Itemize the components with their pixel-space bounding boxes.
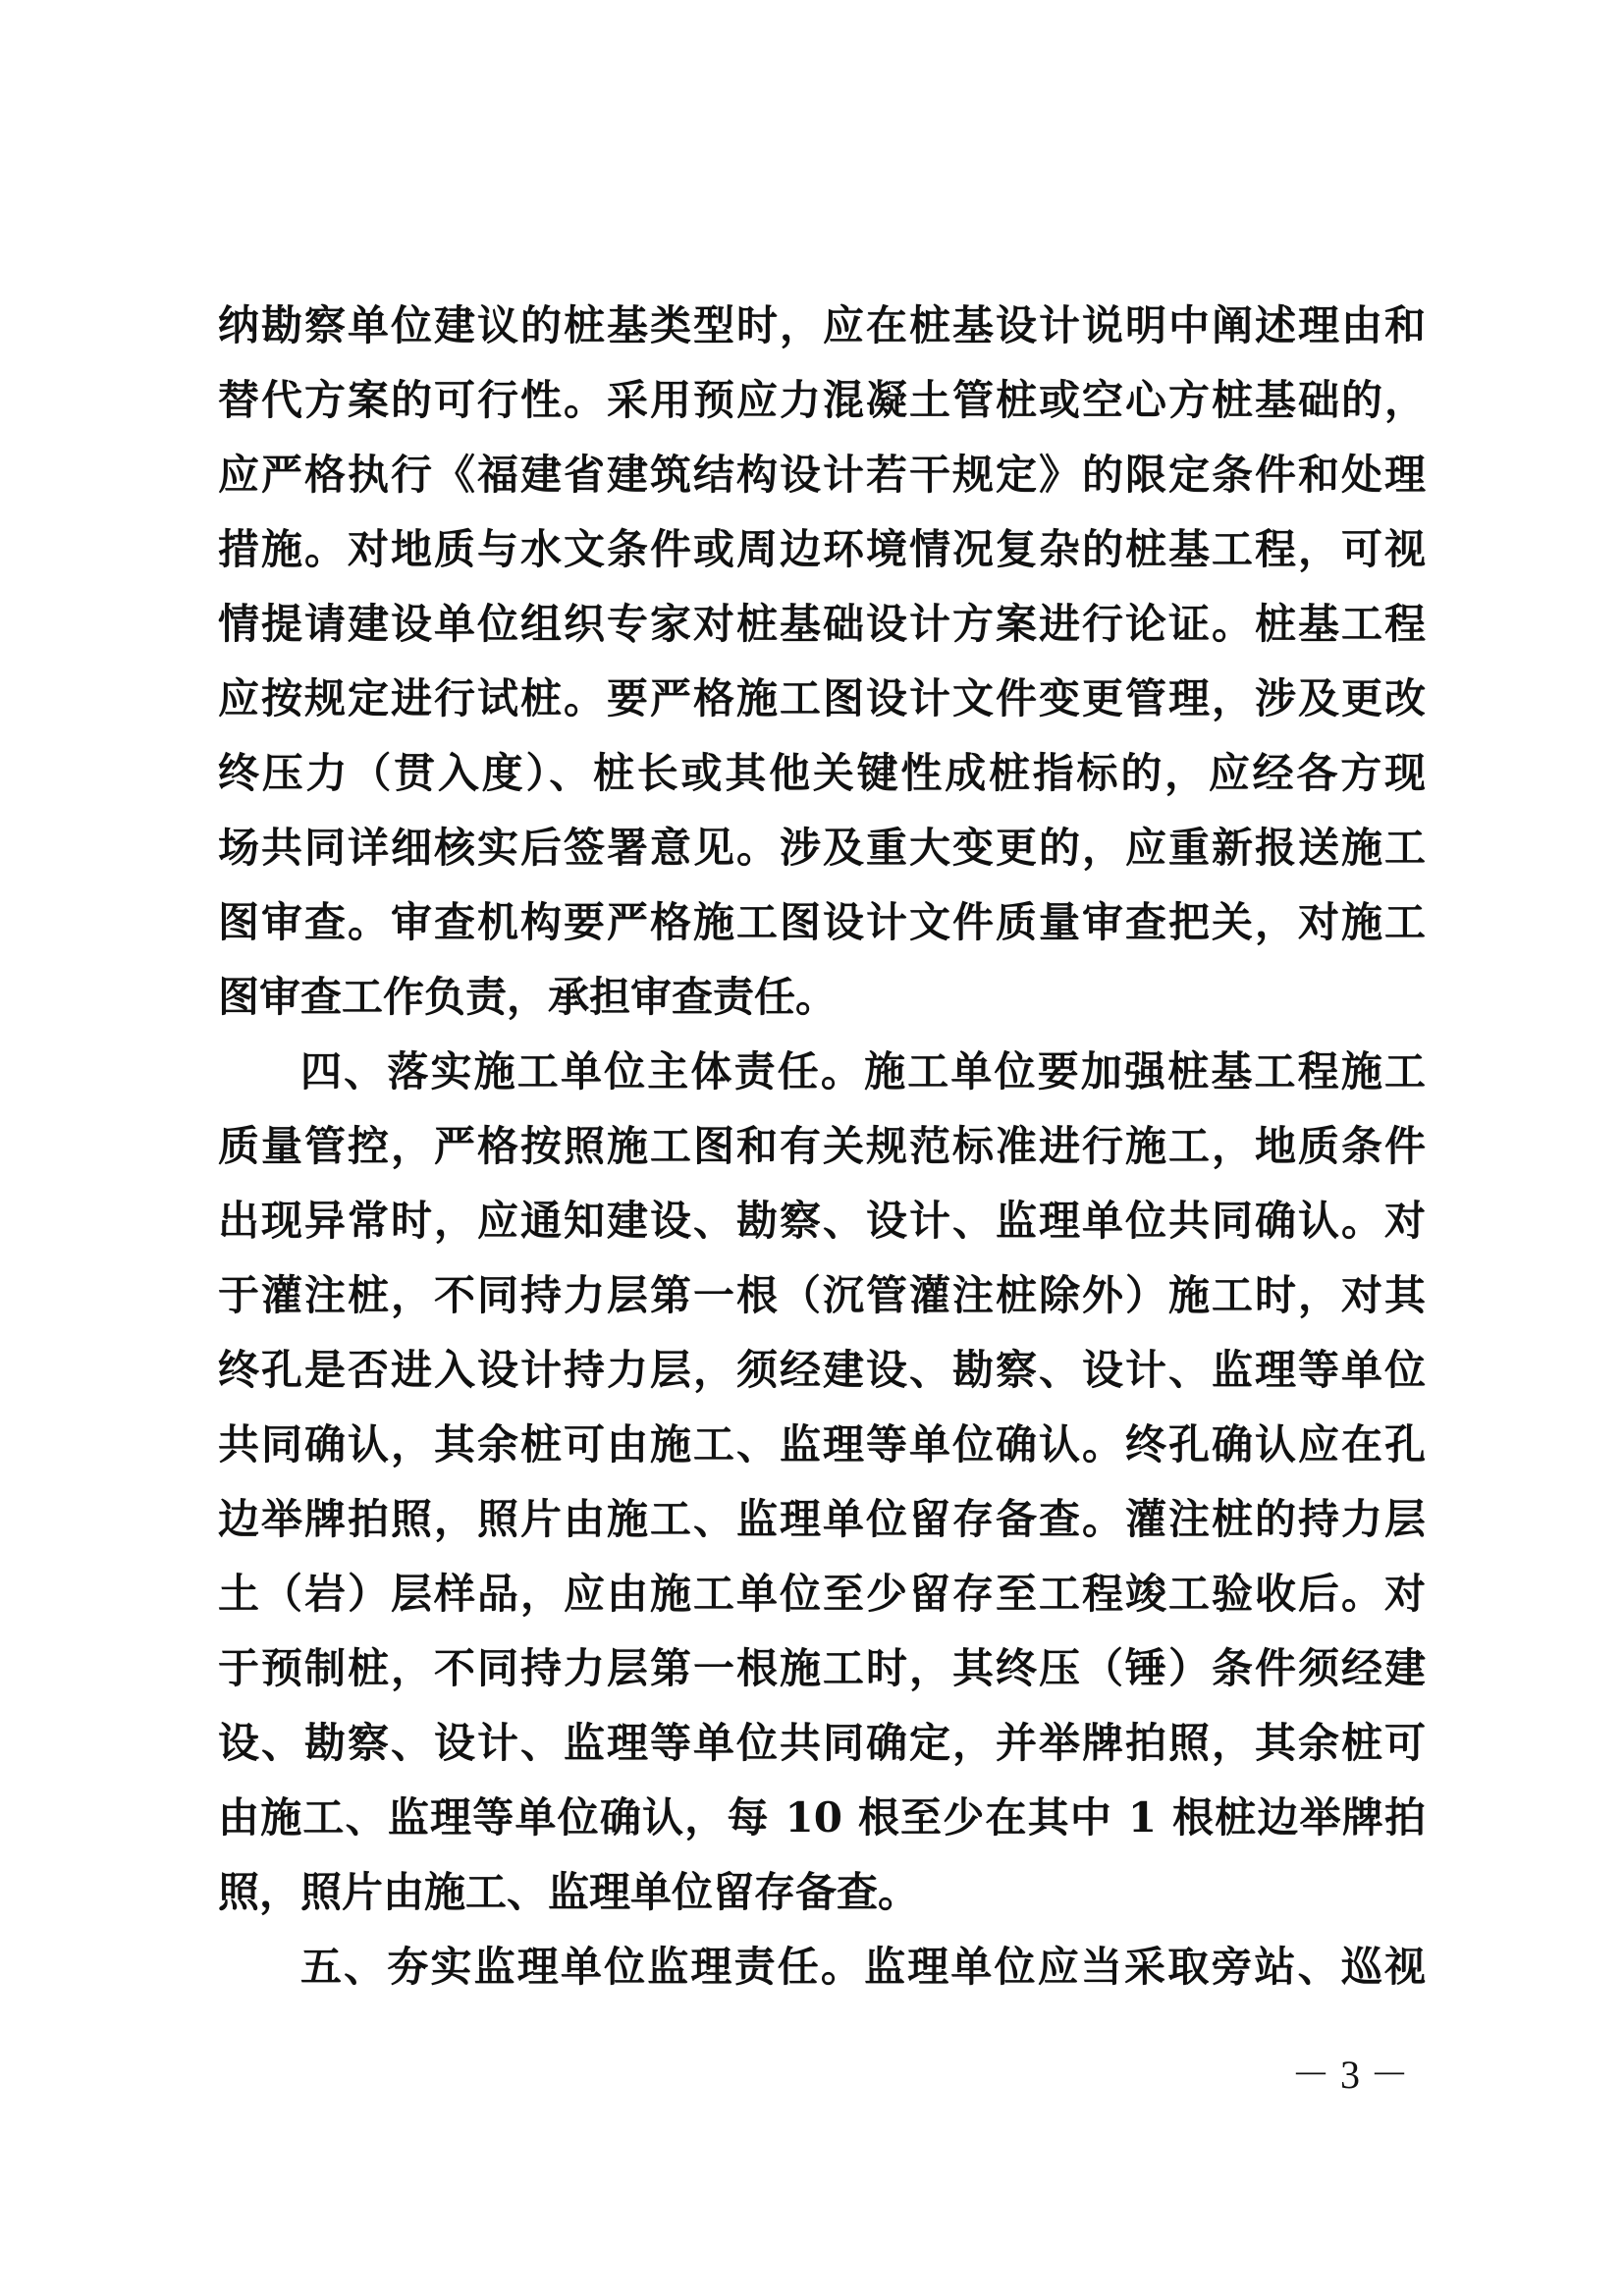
text-line-18: 土（岩）层样品，应由施工单位至少留存至工程竣工验收后。对 [218,1570,1426,1618]
text-line-21: 由施工、监理等单位确认，每 10 根至少在其中 1 根桩边举牌拍 [218,1793,1426,1842]
text-line-12: 质量管控，严格按照施工图和有关规范标准进行施工，地质条件 [218,1122,1426,1170]
section-four-heading-line: 四、落实施工单位主体责任。施工单位要加强桩基工程施工 [300,1047,1426,1095]
text-line-17: 边举牌拍照，照片由施工、监理单位留存备查。灌注桩的持力层 [218,1495,1426,1543]
text-line-22: 照，照片由施工、监理单位留存备查。 [218,1868,920,1916]
text-line-3: 应严格执行《福建省建筑结构设计若干规定》的限定条件和处理 [218,451,1426,499]
text-line-16: 共同确认，其余桩可由施工、监理等单位确认。终孔确认应在孔 [218,1420,1426,1468]
section-five-heading-line: 五、夯实监理单位监理责任。监理单位应当采取旁站、巡视 [300,1943,1426,1991]
text-line-13: 出现异常时，应通知建设、勘察、设计、监理单位共同确认。对 [218,1197,1426,1245]
text-line-7: 终压力（贯入度）、桩长或其他关键性成桩指标的，应经各方现 [218,749,1426,797]
text-line-4: 措施。对地质与水文条件或周边环境情况复杂的桩基工程，可视 [218,525,1426,573]
text-line-15: 终孔是否进入设计持力层，须经建设、勘察、设计、监理等单位 [218,1346,1426,1394]
text-line-9: 图审查。审查机构要严格施工图设计文件质量审查把关，对施工 [218,898,1426,946]
text-line-10: 图审查工作负责，承担审查责任。 [218,973,838,1021]
text-line-8: 场共同详细核实后签署意见。涉及重大变更的，应重新报送施工 [218,824,1426,872]
text-line-5: 情提请建设单位组织专家对桩基础设计方案进行论证。桩基工程 [218,600,1426,648]
text-line-20: 设、勘察、设计、监理等单位共同确定，并举牌拍照，其余桩可 [218,1719,1426,1767]
text-line-14: 于灌注桩，不同持力层第一根（沉管灌注桩除外）施工时，对其 [218,1271,1426,1319]
text-line-2: 替代方案的可行性。采用预应力混凝土管桩或空心方桩基础的， [218,376,1426,424]
page-number: － 3 － [1291,2053,1409,2097]
text-line-6: 应按规定进行试桩。要严格施工图设计文件变更管理，涉及更改 [218,674,1426,722]
text-line-19: 于预制桩，不同持力层第一根施工时，其终压（锤）条件须经建 [218,1644,1426,1692]
text-line-1: 纳勘察单位建议的桩基类型时，应在桩基设计说明中阐述理由和 [218,301,1426,349]
